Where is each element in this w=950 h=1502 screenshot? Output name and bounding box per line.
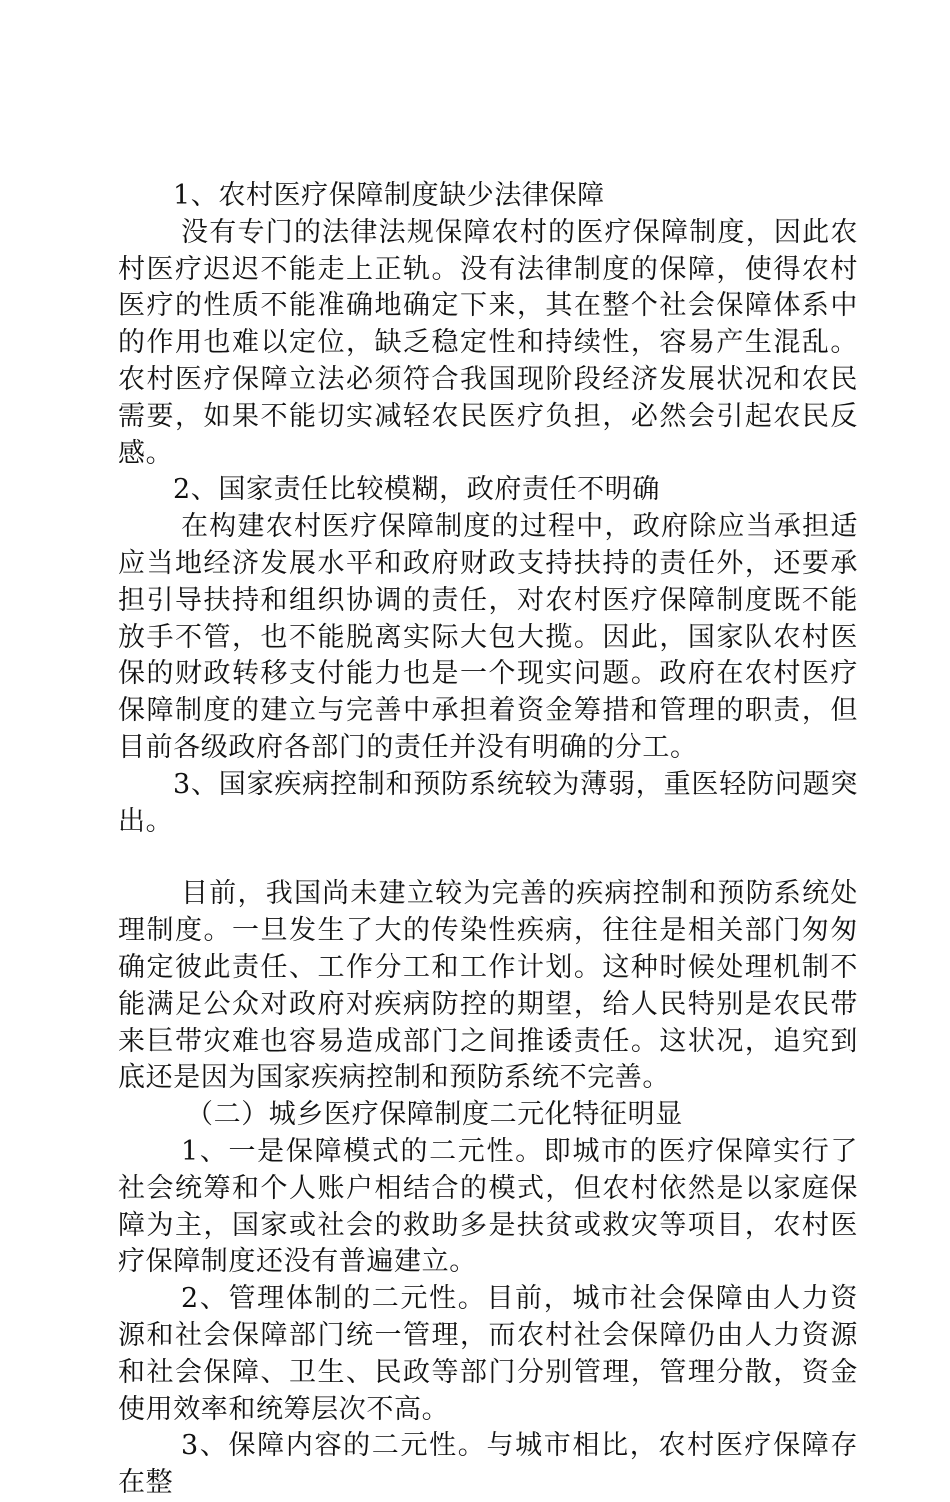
section-heading-dual-structure: （二）城乡医疗保障制度二元化特征明显 — [186, 1099, 683, 1131]
section-heading-prevention: 3、国家疾病控制和预防系统较为薄弱，重医轻防问题突出。 — [118, 768, 858, 837]
section-heading-responsibility: 2、国家责任比较模糊，政府责任不明确 — [173, 474, 660, 506]
paragraph-legal: 没有专门的法律法规保障农村的医疗保障制度，因此农村医疗迟迟不能走上正轨。没有法律制度的保障，使得农村医疗的性质不能准确地确定下来，其在整个社会保障体系中的作用也难以定位，缺乏稳定性和持续性，容易产生混乱。农村医疗保障立法必须符合我国现阶段经济发展状况和农民需要，如果不能切实减轻农民医疗负担，必然会引起农民反感。 — [118, 216, 858, 469]
paragraph-prevention: 目前，我国尚未建立较为完善的疾病控制和预防系统处理制度。一旦发生了大的传染性疾病，往往是相关部门匆匆确定彼此责任、工作分工和工作计划。这种时候处理机制不能满足公众对政府对疾病防控的期望，给人民特别是农民带来巨带灾难也容易造成部门之间推诿责任。这状况，追究到底还是因为国家疾病控制和预防系统不完善。 — [118, 878, 858, 1094]
paragraph-dual-content: 3、保障内容的二元性。与城市相比，农村医疗保障存在整 — [118, 1430, 858, 1499]
paragraph-responsibility: 在构建农村医疗保障制度的过程中，政府除应当承担适应当地经济发展水平和政府财政支持扶持的责任外，还要承担引导扶持和组织协调的责任，对农村医疗保障制度既不能放手不管，也不能脱离实际大包大揽。因此，国家队农村医保的财政转移支付能力也是一个现实问题。政府在农村医疗保障制度的建立与完善中承担着资金筹措和管理的职责，但目前各级政府各部门的责任并没有明确的分工。 — [118, 511, 858, 763]
section-heading-legal: 1、农村医疗保障制度缺少法律保障 — [173, 180, 605, 211]
paragraph-dual-mode: 1、一是保障模式的二元性。即城市的医疗保障实行了社会统筹和个人账户相结合的模式，但农村依然是以家庭保障为主，国家或社会的救助多是扶贫或救灾等项目，农村医疗保障制度还没有普遍建立。 — [118, 1135, 858, 1278]
document-body — [118, 178, 858, 1502]
paragraph-dual-management: 2、管理体制的二元性。目前，城市社会保障由人力资源和社会保障部门统一管理，而农村社会保障仍由人力资源和社会保障、卫生、民政等部门分别管理，管理分散，资金使用效率和统筹层次不高。 — [118, 1283, 858, 1425]
